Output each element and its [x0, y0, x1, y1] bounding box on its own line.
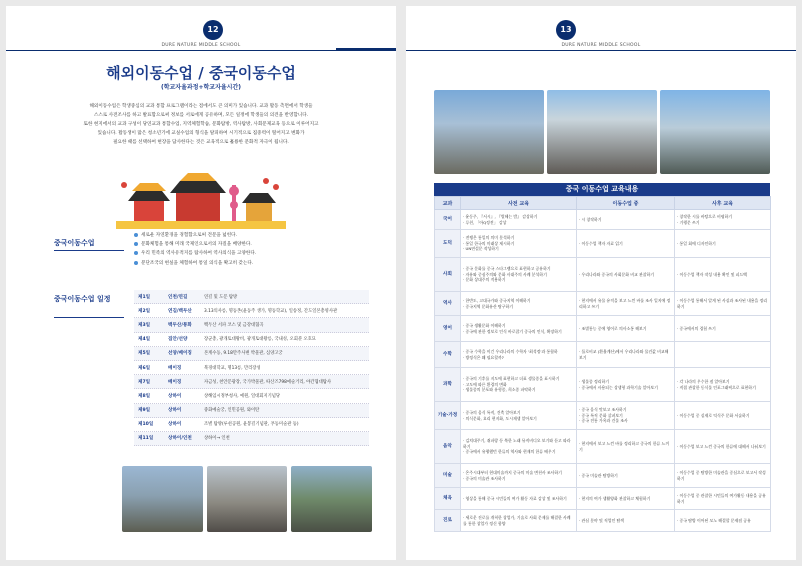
post-cell: · 통일 회에 디자인하기 — [675, 230, 771, 258]
column-header: 사후 교육 — [675, 197, 771, 210]
list-item: 분단조국의 현실을 체험하여 통일 의식을 확고히 갖는다. — [134, 260, 364, 266]
during-cell: · 조별통능 중에 영어로 의사소통 해보기 — [577, 316, 675, 342]
during-cell: · 이동수업 책자 자료 읽기 — [577, 230, 675, 258]
during-cell: · 현지에서 유물 유적을 보고 느낀 바를 조사 일지에 정리하고 쓰기 — [577, 292, 675, 316]
intro-line: 해외이동수업은 학생중심의 교과 통합 프로그램이라는 점에서도 큰 의미가 있습니다. 교과 활동 측면에서 학생들 — [89, 104, 313, 109]
pre-cell: · 중국 수학을 이긴 우리나라의 수학자 '최석정'과 통합하 · 방정식은 왜 필요할까? — [461, 342, 577, 368]
table-row: 제5일 선양/베이징 본계수동, 9.18만주사변 박물관, 심양고궁 — [134, 347, 369, 361]
post-cell: · 이동수업 중 실제로 익식주 문화 서술하기 — [675, 402, 771, 430]
landmarks-illustration — [116, 171, 286, 229]
subject-cell: 과학 — [435, 368, 461, 402]
table-row — [435, 230, 771, 258]
objectives-list — [134, 232, 364, 269]
table-row — [435, 258, 771, 292]
right-page — [406, 6, 796, 560]
list-item: 세로운 자연환경을 경험함으로써 견문을 넓힌다. — [134, 232, 364, 238]
pre-cell: · 중국 문화를 중국 스타그램으로 표현하고 공유하기 · 자유와 중심주의와 문화 사대주의 사례 분석하기 · 문화 상대주의 적용하기 — [461, 258, 577, 292]
intro-line: 있습니다. 활동생이 많은 청소년기에 교실수업의 형식을 탈피하여 시기적으로 집중력이 떨어지고 변화가 — [97, 131, 305, 136]
during-cell: · 현지에서 보고 느낀 바를 정리하고 중국의 한류 느끼기 — [577, 430, 675, 464]
table-row — [435, 292, 771, 316]
group-photo — [122, 466, 203, 532]
table-row — [435, 342, 771, 368]
schedule-table — [134, 290, 369, 446]
pre-cell: · 윤동주, 『서시』, 『별헤는 밤』 감상하기 · 루쉰, 「아Q정전」 감상 — [461, 210, 577, 230]
curriculum-table — [434, 196, 771, 532]
table-row: 제7일 베이징 자금성, 천안문광장, 국가박물관, 따산즈798예술거리, 야간협대탐사 — [134, 375, 369, 389]
post-cell: · 각 나라의 우수한 점 알아보기 · 직접 관찰한 동식물 인포그래픽으로 표현하기 — [675, 368, 771, 402]
table-row: 제8일 상하이 상해임시정부청사, 예원, 일대회지기념당 — [134, 389, 369, 403]
header-rule — [6, 50, 336, 51]
intro-line: 또한 현지에서의 교과 구성이 당연교과 통합수업, 지역체험학습, 문화탐방, 역사탐방, 사회문제교육 등으로 이루어지고 — [83, 122, 319, 127]
pre-cell: · 중국의 기후를 지도에 표현하고 더표 생물종을 표시하기 · 고도에 따른 환경의 변화 · 생물종의 분포와 유형종, 희소종 파악하기 — [461, 368, 577, 402]
school-name: DURE NATURE MIDDLE SCHOOL — [561, 43, 641, 48]
page-title: 해외이동수업 / 중국이동수업 — [106, 64, 296, 82]
table-row: 제9일 상하이 중화예술궁, 인민공원, 와이탄 — [134, 404, 369, 418]
intro-line: 스스로 사전조사를 하고 발표함으로써 정보를 서로에게 공유하며, 모든 일정에 학생들의 의견을 반영합니다. — [93, 113, 309, 118]
subject-cell: 영어 — [435, 316, 461, 342]
table-row — [435, 402, 771, 430]
bullet-icon — [134, 261, 138, 265]
post-cell: · 이동수업 통해서 알게 된 사실과 조사된 내용을 정리하기 — [675, 292, 771, 316]
table-row: 제2일 연길/백두산 3.13의사릉, 명동촌(윤동주 생가, 명동학교), 일송정, 간도일본총영사관 — [134, 304, 369, 318]
subject-cell: 사회 — [435, 258, 461, 292]
school-name: DURE NATURE MIDDLE SCHOOL — [161, 43, 241, 48]
photo-strip — [434, 90, 770, 174]
list-item: 우리 민족의 역사유적지를 탐사하여 역사의식을 고양한다. — [134, 250, 364, 256]
group-photo — [434, 90, 544, 174]
table-row — [435, 464, 771, 488]
section-label-china-class: 중국이동수업 — [54, 239, 95, 247]
page-subtitle: (학교자율과정+학교자율시간) — [160, 84, 242, 91]
column-header: 이동수업 중 — [577, 197, 675, 210]
pre-cell: · 영상을 통해 중국 시민들의 여가 활동 자료 감상 및 조사하기 — [461, 488, 577, 510]
left-page — [6, 6, 396, 560]
during-cell: · 현지의 여가 생활양화 관찰하고 체험하기 — [577, 488, 675, 510]
landmark-photo — [291, 466, 372, 532]
bullet-icon — [134, 251, 138, 255]
subject-cell: 미술 — [435, 464, 461, 488]
page-number: 12 — [203, 20, 223, 40]
table-row — [435, 488, 771, 510]
subject-cell: 도덕 — [435, 230, 461, 258]
table-row: 제4일 집안/선양 장군총, 광개토대왕비, 광개토대왕릉, 국내성, 오회분 오호묘 — [134, 333, 369, 347]
subject-cell: 체육 — [435, 488, 461, 510]
subject-cell: 기술·가정 — [435, 402, 461, 430]
museum-photo — [207, 466, 288, 532]
group-photo — [547, 90, 657, 174]
during-cell: · 우리나라와 중국의 사회문화 비교 관찰하기 — [577, 258, 675, 292]
intro-paragraph — [66, 102, 336, 147]
subject-cell: 국어 — [435, 210, 461, 230]
during-cell: · 시 창작하기 — [577, 210, 675, 230]
table-row: 제3일 백두산/통화 백두산 서파 코스 및 금강대협곡 — [134, 318, 369, 332]
page-number: 13 — [556, 20, 576, 40]
table-row — [435, 368, 771, 402]
pre-cell: · 중국의 음식 특직, 건축 알아보기 · 의식문화, 요리 현지화, 도시재생 알아보기 — [461, 402, 577, 430]
pre-cell: · 세로운 진로를 개척한 창업가, 기술로 사회 문제를 해결한 사례를 통한 창업가 정신 함양 — [461, 510, 577, 532]
column-header: 사전 교육 — [461, 197, 577, 210]
during-cell: · 중국 음식 맛보고 조사하기 · 중국 특직 문화 살펴보기 · 중국 전통 가옥과 건물 조사 — [577, 402, 675, 430]
subject-cell: 역사 — [435, 292, 461, 316]
table-header-row — [435, 197, 771, 210]
table-row — [435, 430, 771, 464]
post-cell: · 중국 탐방 이어된 모노 해결할 문제점 공유 — [675, 510, 771, 532]
photo-strip — [122, 466, 372, 532]
table-title: 중국 이동수업 교육내용 — [434, 183, 770, 196]
section-rule — [54, 250, 124, 251]
table-row: 제11일 상하이/인천 상하이→ 인천 — [134, 432, 369, 446]
table-row — [435, 210, 771, 230]
column-header: 교과 — [435, 197, 461, 210]
intro-line: 필요한 때를 선택하여 현장을 답사한다는 것은 교육적으로 훌륭한 문화적 자극이 됩니다. — [113, 140, 289, 145]
table-row: 제10일 상하이 조별 탐방(루쉰공원, 윤봉길기념관, 푸동미술관 등) — [134, 418, 369, 432]
pre-cell: · 중국 생활문화 이해하기 · 중국에 관한 정보로 인식 바로잡기 중국의 인식, 확장하기 — [461, 316, 577, 342]
post-cell: · 이동수업 보고 느낀 중국의 한류에 대해서 나눠보기 — [675, 430, 771, 464]
list-item: 문화체험을 통해 미래 국제인으로서의 자질을 배양한다. — [134, 241, 364, 247]
group-photo — [660, 90, 770, 174]
table-row: 제6일 베이징 북경대학교, 명13릉, 만리장성 — [134, 361, 369, 375]
pre-cell: · 김치대꾸기, 쥐파랑 등 북한 노래 뮤직비디오 보기와 듣고 따라하기 · 중국에서 유행했던 한류의 역사와 현재의 한류 배우기 — [461, 430, 577, 464]
pre-cell: · 한반도, 고대국가와 중국지역 이해하기 · 중국지역 문화유산 탐구하기 — [461, 292, 577, 316]
subject-cell: 진로 — [435, 510, 461, 532]
table-row — [435, 510, 771, 532]
pre-cell: · 전쟁은 통일의 의미 분석하기 · 통일 한국의 미래상 제시하기 · UN연설문 작성하기 — [461, 230, 577, 258]
post-cell: · 중국에서의 경험 쓰기 — [675, 316, 771, 342]
pre-cell: · 온주시대부터 현대미술까지 중국의 미술 변천사 조사하기 · 중국의 미술관 조사하기 — [461, 464, 577, 488]
subject-cell: 수학 — [435, 342, 461, 368]
subject-cell: 음악 — [435, 430, 461, 464]
post-cell: · 이동수업 중 탐방한 미술관을 중심으로 보고서 작성하기 — [675, 464, 771, 488]
header-rule-end — [336, 48, 396, 51]
header-rule — [406, 50, 796, 51]
bullet-icon — [134, 233, 138, 237]
post-cell — [675, 342, 771, 368]
section-rule — [54, 317, 124, 318]
post-cell: · 이동수업 중 관찰한 시민들의 여가활동 내용을 공유하기 — [675, 488, 771, 510]
during-cell: · 관심 분야 및 직업인 탐색 — [577, 510, 675, 532]
table-row — [435, 316, 771, 342]
post-cell: · 창작한 시를 바탕으로 비평하기 · 기행문 쓰기 — [675, 210, 771, 230]
section-label-schedule: 중국이동수업 일정 — [54, 295, 111, 303]
during-cell: · 틀로비교 (환율계산)에서 우리나라와 물건값 비교해 보기 — [577, 342, 675, 368]
during-cell: · 생물종 정리하기 · 중국에서 사용되는 상생형 과학기술 알아보기 — [577, 368, 675, 402]
table-row: 제1일 인천/연길 연길 및 도문 탐방 — [134, 290, 369, 304]
bullet-icon — [134, 242, 138, 246]
post-cell: · 이동수업 책자 작성 내용 확인 및 피드백 — [675, 258, 771, 292]
during-cell: · 중국 미술관 탐방하기 — [577, 464, 675, 488]
